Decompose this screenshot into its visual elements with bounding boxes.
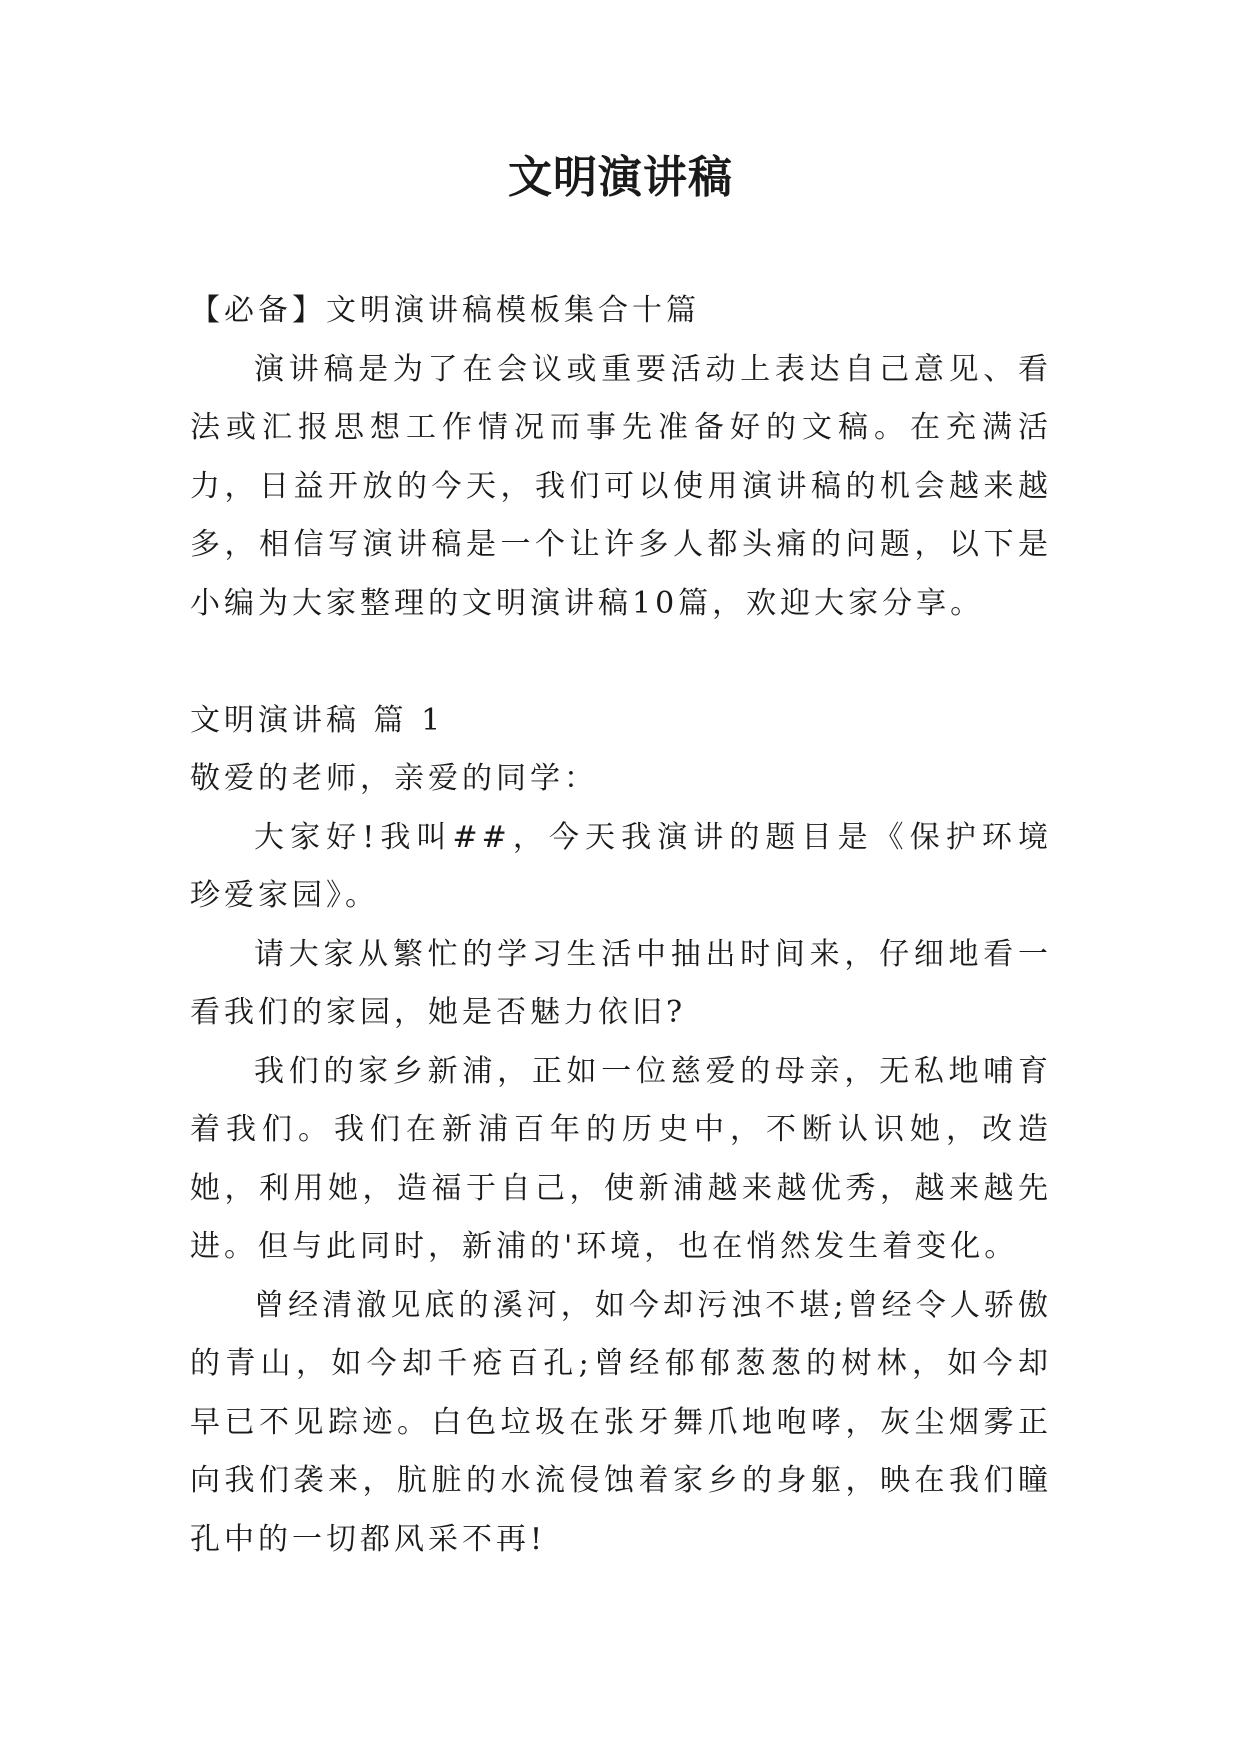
document-body [190, 282, 1052, 1569]
salutation: 敬爱的老师，亲爱的同学： [190, 761, 598, 796]
document-subtitle: 【必备】文明演讲稿模板集合十篇 [190, 293, 700, 328]
body-paragraph: 大家好!我叫##，今天我演讲的题目是《保护环境 珍爱家园》。 [190, 819, 1052, 913]
section-heading: 文明演讲稿 篇 1 [190, 702, 445, 738]
section-spacer [190, 633, 1052, 692]
body-paragraph: 我们的家乡新浦，正如一位慈爱的母亲，无私地哺育着我们。我们在新浦百年的历史中，不断认识她，改造她，利用她，造福于自己，使新浦越来越优秀，越来越先进。但与此同时，新浦的'环境，也在悄然发生着变化。 [190, 1053, 1052, 1264]
document-title: 文明演讲稿 [508, 152, 733, 203]
body-paragraph: 曾经清澈见底的溪河，如今却污浊不堪;曾经令人骄傲的青山，如今却千疮百孔;曾经郁郁葱葱的树林，如今却早已不见踪迹。白色垃圾在张牙舞爪地咆哮，灰尘烟雾正向我们袭来，肮脏的水流侵蚀着家乡的身躯，映在我们瞳孔中的一切都风采不再! [190, 1287, 1052, 1557]
body-paragraph: 请大家从繁忙的学习生活中抽出时间来，仔细地看一看我们的家园，她是否魅力依旧? [190, 936, 1052, 1030]
intro-paragraph: 演讲稿是为了在会议或重要活动上表达自己意见、看法或汇报思想工作情况而事先准备好的文稿。在充满活力，日益开放的今天，我们可以使用演讲稿的机会越来越多，相信写演讲稿是一个让许多人都头痛的问题，以下是小编为大家整理的文明演讲稿10篇，欢迎大家分享。 [190, 351, 1052, 621]
